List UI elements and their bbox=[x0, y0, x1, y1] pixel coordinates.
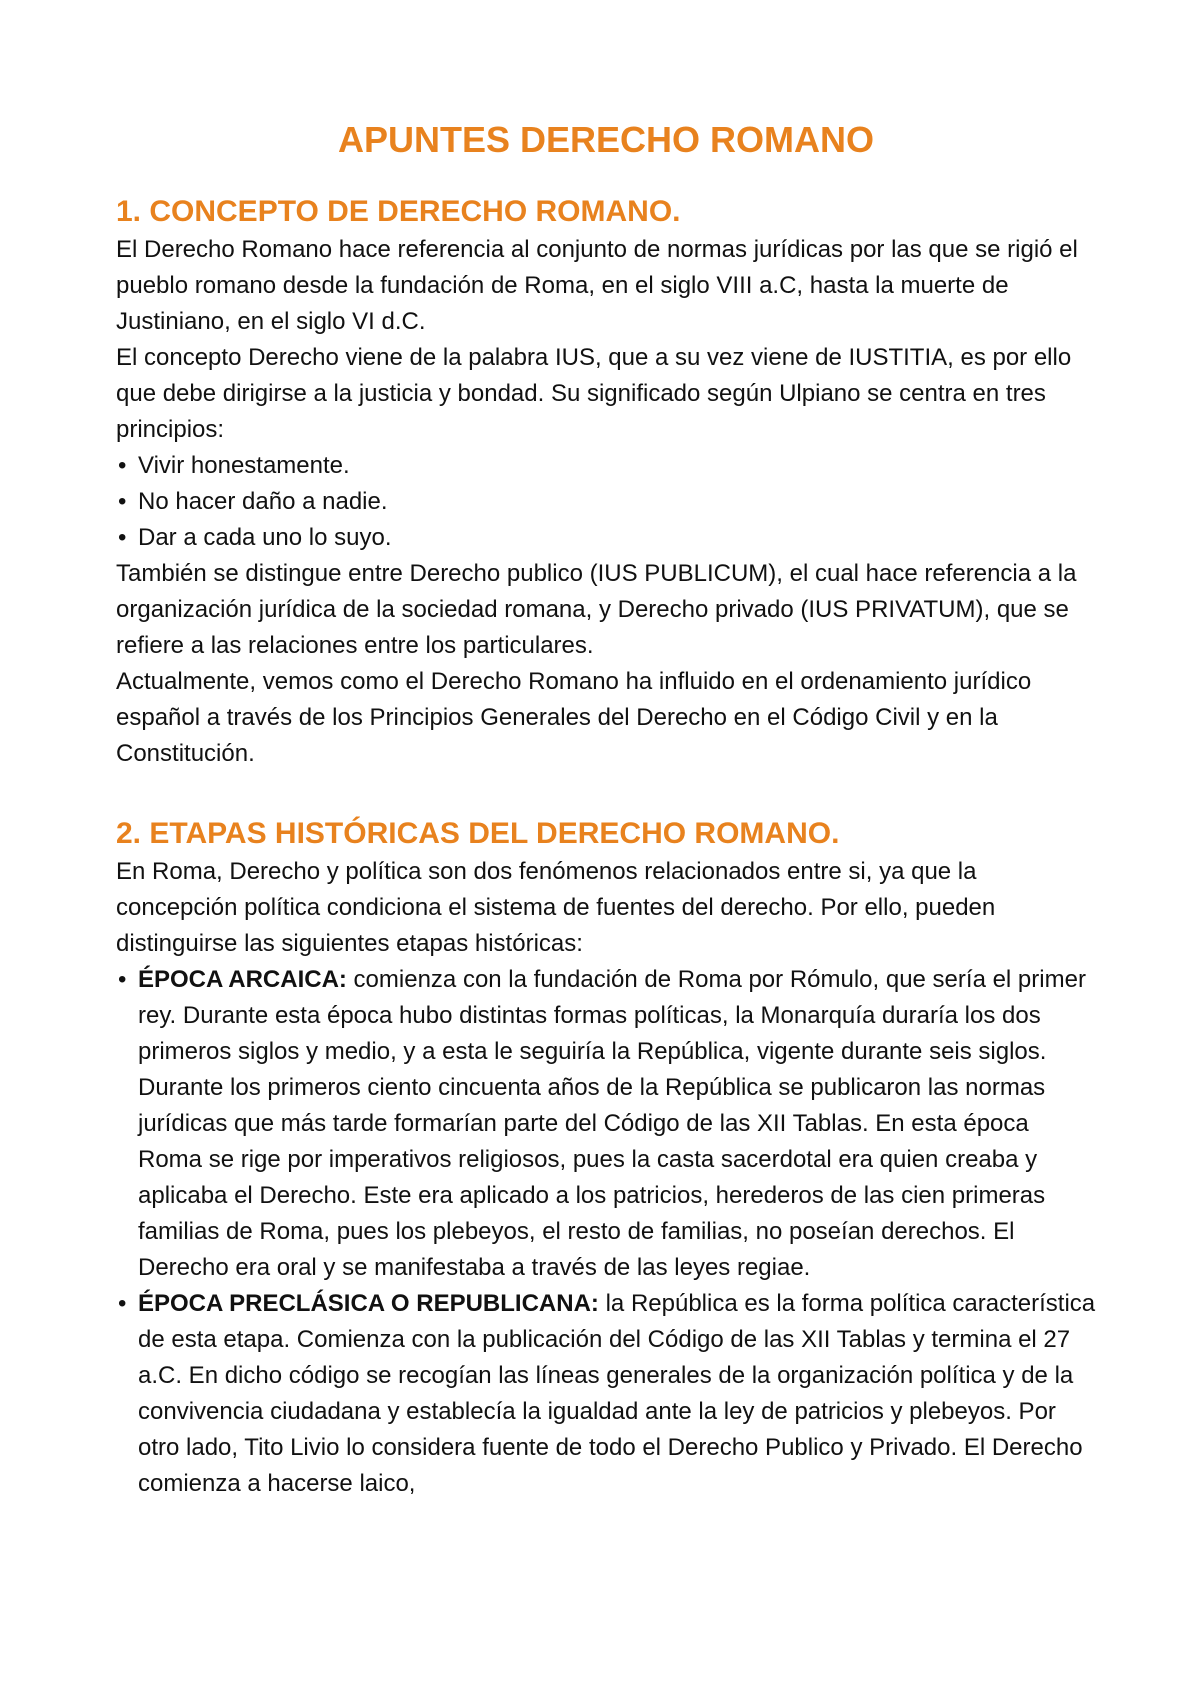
bullet-icon: • bbox=[118, 1290, 127, 1317]
bullet-icon: • bbox=[118, 524, 127, 551]
principle-text: Vivir honestamente. bbox=[138, 452, 350, 479]
stage-label: ÉPOCA PRECLÁSICA O REPUBLICANA: bbox=[138, 1290, 599, 1317]
document-page bbox=[116, 118, 1096, 1502]
list-item bbox=[116, 448, 1096, 484]
principle-text: Dar a cada uno lo suyo. bbox=[138, 524, 392, 551]
section-2-heading: 2. ETAPAS HISTÓRICAS DEL DERECHO ROMANO. bbox=[116, 817, 840, 850]
list-item bbox=[116, 962, 1096, 1286]
section-1-paragraph-1: El Derecho Romano hace referencia al conjunto de normas jurídicas por las que se rigió el pueblo romano desde la fundación de Roma, en el siglo VIII a.C, hasta la muerte de Justiniano, en el siglo VI d.C. bbox=[116, 236, 1078, 335]
document-title: APUNTES DERECHO ROMANO bbox=[337, 119, 875, 160]
list-item bbox=[116, 484, 1096, 520]
stage-text: comienza con la fundación de Roma por Rómulo, que sería el primer rey. Durante esta época hubo distintas formas políticas, la Monarquía duraría los dos primeros siglos y medio, y a esta le seguiría la República, vigente durante seis siglos. Durante los primeros ciento cincuenta años de la República se publicaron las normas jurídicas que más tarde formarían parte del Código de las XII Tablas. En esta época Roma se rige por imperativos religiosos, pues la casta sacerdotal era quien creaba y aplicaba el Derecho. Este era aplicado a los patricios, herederos de las cien primeras familias de Roma, pues los plebeyos, el resto de familias, no poseían derechos. El Derecho era oral y se manifestaba a través de las leyes regiae. bbox=[138, 966, 1086, 1281]
section-concepto bbox=[116, 192, 1096, 772]
bullet-icon: • bbox=[118, 452, 127, 479]
stages-list bbox=[116, 962, 1096, 1502]
section-2-intro: En Roma, Derecho y política son dos fenómenos relacionados entre si, ya que la concepción política condiciona el sistema de fuentes del derecho. Por ello, pueden distinguirse las siguientes etapas históricas: bbox=[116, 858, 996, 957]
list-item bbox=[116, 520, 1096, 556]
section-etapas bbox=[116, 814, 1096, 1502]
bullet-icon: • bbox=[118, 966, 127, 993]
list-item bbox=[116, 1286, 1096, 1502]
section-1-heading: 1. CONCEPTO DE DERECHO ROMANO. bbox=[116, 195, 681, 228]
principle-text: No hacer daño a nadie. bbox=[138, 488, 388, 515]
section-1-paragraph-2: El concepto Derecho viene de la palabra IUS, que a su vez viene de IUSTITIA, es por ello que debe dirigirse a la justicia y bondad. Su significado según Ulpiano se centra en tres principios: bbox=[116, 344, 1072, 443]
bullet-icon: • bbox=[118, 488, 127, 515]
section-1-paragraph-3: También se distingue entre Derecho publico (IUS PUBLICUM), el cual hace referencia a la organización jurídica de la sociedad romana, y Derecho privado (IUS PRIVATUM), que se refiere a las relaciones entre los particulares. bbox=[116, 560, 1077, 659]
section-1-paragraph-4: Actualmente, vemos como el Derecho Romano ha influido en el ordenamiento jurídico español a través de los Principios Generales del Derecho en el Código Civil y en la Constitución. bbox=[116, 668, 1032, 767]
stage-text: la República es la forma política característica de esta etapa. Comienza con la publicación del Código de las XII Tablas y termina el 27 a.C. En dicho código se recogían las líneas generales de la organización política y de la convivencia ciudadana y establecía la igualdad ante la ley de patricios y plebeyos. Por otro lado, Tito Livio lo considera fuente de todo el Derecho Publico y Privado. El Derecho comienza a hacerse laico, bbox=[138, 1290, 1096, 1497]
stage-label: ÉPOCA ARCAICA: bbox=[138, 966, 347, 993]
principles-list bbox=[116, 448, 1096, 556]
